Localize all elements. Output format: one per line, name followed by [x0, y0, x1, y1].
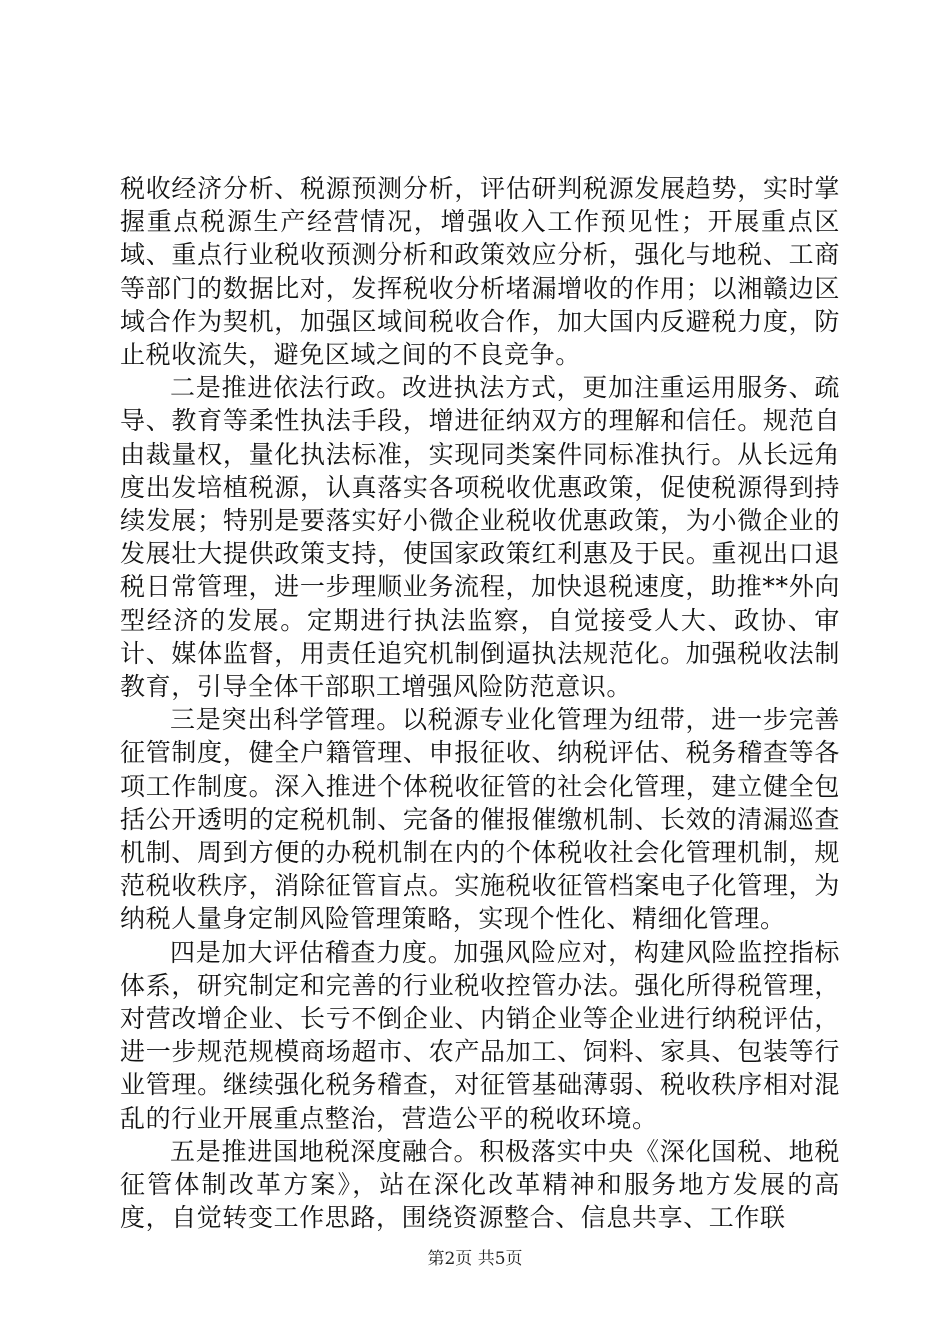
paragraph-2: 二是推进依法行政。改进执法方式，更加注重运用服务、疏导、教育等柔性执法手段，增进征纳双方的理解和信任。规范自由裁量权，量化执法标准，实现同类案件同标准执行。从长远角度出发培植税源，认真落实各项税收优惠政策，促使税源得到持续发展；特别是要落实好小微企业税收优惠政策，为小微企业的发展壮大提供政策支持，使国家政策红利惠及于民。重视出口退税日常管理，进一步理顺业务流程，加快退税速度，助推**外向型经济的发展。定期进行执法监察，自觉接受人大、政协、审计、媒体监督，用责任追究机制倒逼执法规范化。加强税收法制教育，引导全体干部职工增强风险防范意识。	[120, 373, 840, 702]
paragraph-3: 三是突出科学管理。以税源专业化管理为纽带，进一步完善征管制度，健全户籍管理、申报征收、纳税评估、税务稽查等各项工作制度。深入推进个体税收征管的社会化管理，建立健全包括公开透明的定税机制、完备的催报催缴机制、长效的清漏巡查机制、周到方便的办税机制在内的个体税收社会化管理机制，规范税收秩序，消除征管盲点。实施税收征管档案电子化管理，为纳税人量身定制风险管理策略，实现个性化、精细化管理。	[120, 705, 840, 934]
page-number-footer: 第2页 共5页	[427, 1249, 523, 1269]
paragraph-4: 四是加大评估稽查力度。加强风险应对，构建风险监控指标体系，研究制定和完善的行业税收控管办法。强化所得税管理，对营改增企业、长亏不倒企业、内销企业等企业进行纳税评估，进一步规范规模商场超市、农产品加工、饲料、家具、包装等行业管理。继续强化税务稽查，对征管基础薄弱、税收秩序相对混乱的行业开展重点整治，营造公平的税收环境。	[120, 937, 840, 1133]
paragraph-1: 税收经济分析、税源预测分析，评估研判税源发展趋势，实时掌握重点税源生产经营情况，增强收入工作预见性；开展重点区域、重点行业税收预测分析和政策效应分析，强化与地税、工商等部门的数据比对，发挥税收分析堵漏增收的作用；以湘赣边区域合作为契机，加强区域间税收合作，加大国内反避税力度，防止税收流失，避免区域之间的不良竞争。	[120, 174, 840, 370]
document-body	[120, 172, 840, 1235]
paragraph-5: 五是推进国地税深度融合。积极落实中央《深化国税、地税征管体制改革方案》，站在深化改革精神和服务地方发展的高度，自觉转变工作思路，围绕资源整合、信息共享、工作联	[120, 1136, 840, 1233]
